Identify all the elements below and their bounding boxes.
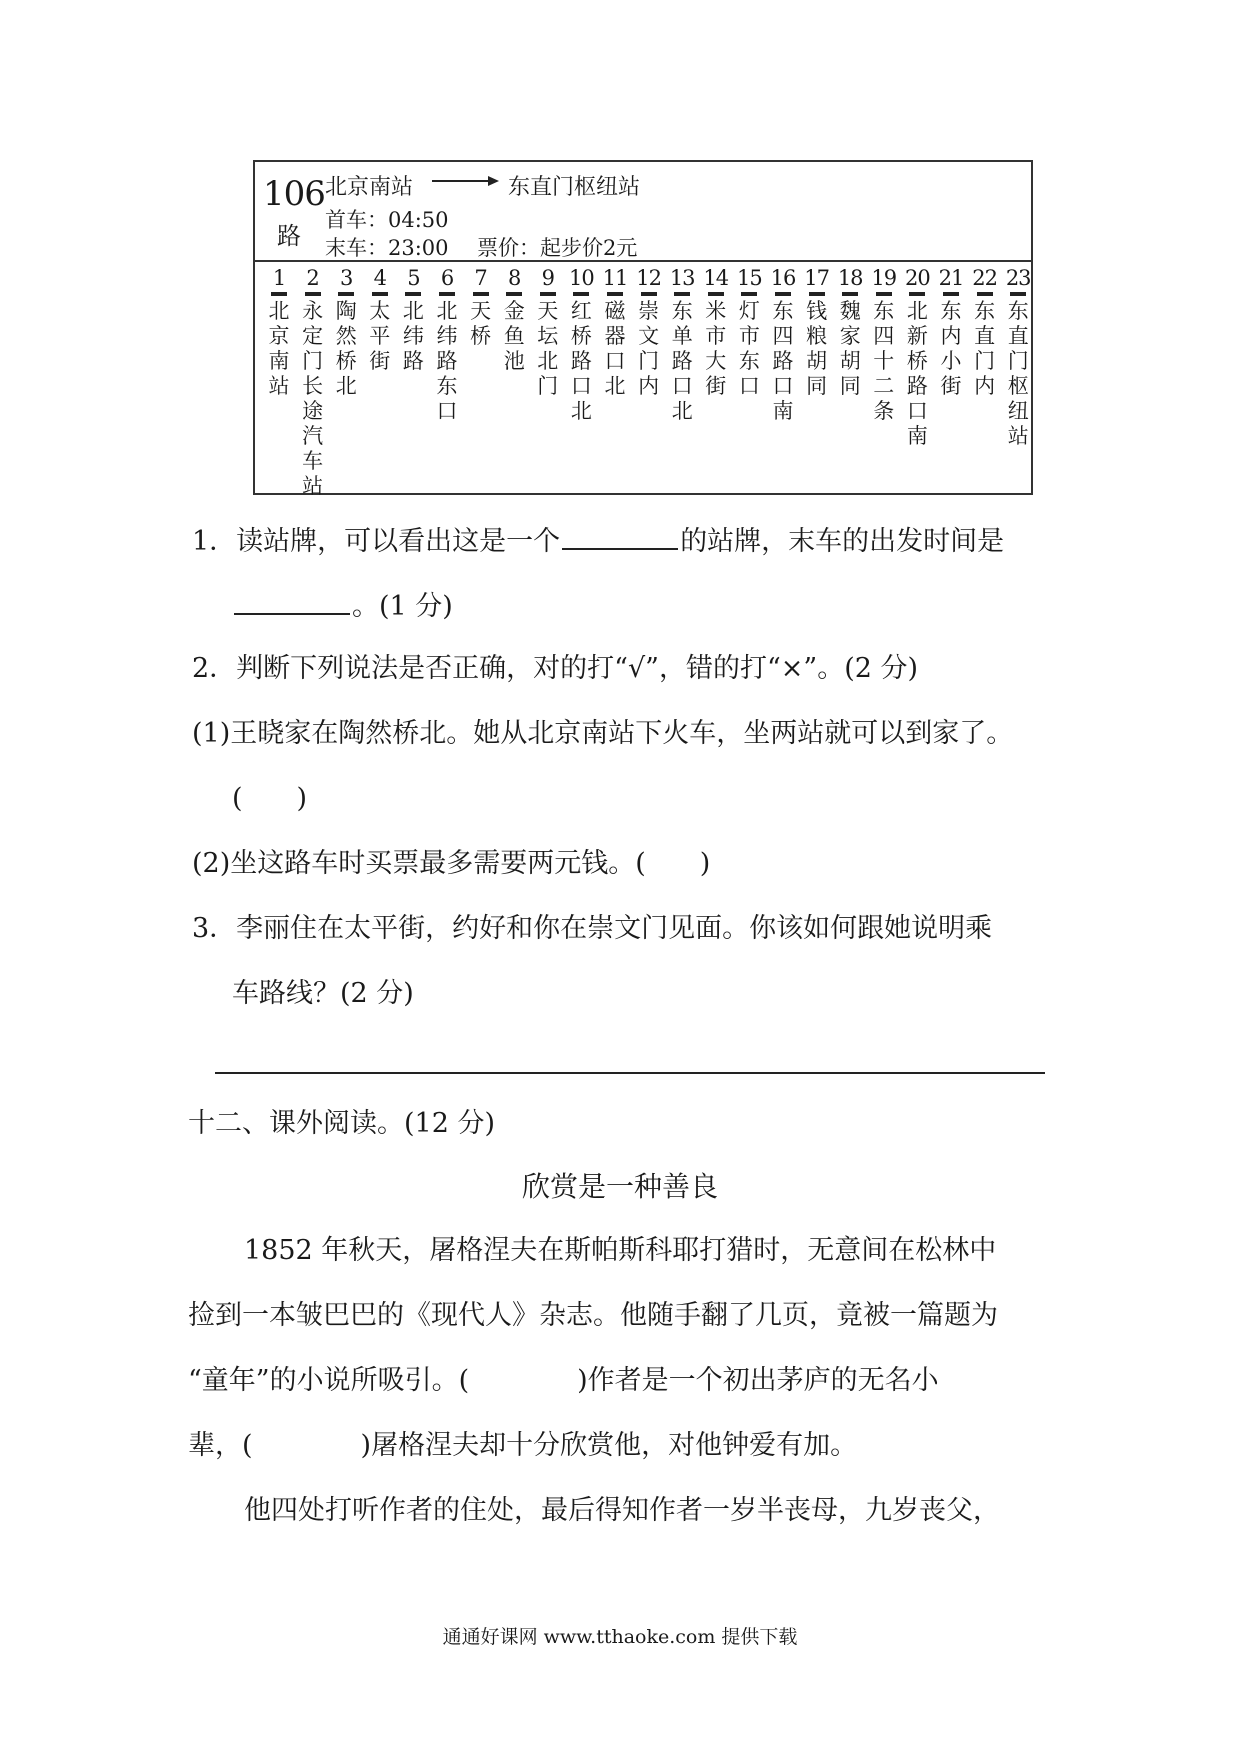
passage-title: 欣赏是一种善良: [521, 1170, 718, 1203]
question-1-text-c: 。(1 分): [352, 591, 453, 622]
stop-name: 金鱼池: [503, 299, 525, 373]
route-number: 106: [263, 174, 325, 214]
stop-number: 22: [972, 266, 997, 290]
passage-line: 辈，( )屠格涅夫却十分欣赏他，对他钟爱有加。: [188, 1430, 858, 1461]
stop-number: 21: [938, 266, 964, 290]
passage-line: 1852 年秋天，屠格涅夫在斯帕斯科耶打猎时，无意间在松林中: [244, 1235, 997, 1266]
stop-marker: [977, 292, 993, 296]
stop-name: 东单路口北: [671, 299, 693, 423]
passage-line: 捡到一本皱巴巴的《现代人》杂志。他随手翻了几页，竟被一篇题为: [188, 1300, 998, 1331]
stop-17: [801, 266, 833, 399]
route-destination: 东直门枢纽站: [508, 175, 641, 200]
stop-number: 14: [703, 266, 729, 290]
stop-23: [1002, 266, 1034, 449]
question-1-text-b: 的站牌，末车的出发时间是: [680, 526, 1005, 557]
stop-22: [969, 266, 1001, 399]
section-heading: 十二、课外阅读。(12 分): [188, 1108, 496, 1139]
stop-6: [431, 266, 463, 424]
stop-name: 东直门内: [974, 299, 996, 398]
stop-name: 陶然桥北: [335, 299, 357, 398]
question-2-item-2: (2)坐这路车时买票最多需要两元钱。( ): [192, 848, 711, 879]
stop-number: 15: [737, 266, 762, 290]
stop-number: 16: [770, 266, 796, 290]
stop-number: 10: [569, 266, 594, 290]
passage-line: 他四处打听作者的住处，最后得知作者一岁半丧母，九岁丧父，: [244, 1495, 1000, 1526]
last-bus-time: 末车：23:00: [325, 236, 449, 260]
stop-8: [498, 266, 530, 374]
stop-marker: [641, 292, 657, 296]
stop-number: 20: [905, 266, 930, 290]
sign-divider: [255, 260, 1031, 262]
stop-name: 崇文门内: [638, 299, 660, 398]
stop-name: 红桥路口北: [570, 299, 592, 423]
question-1: [192, 522, 1004, 559]
stop-marker: [540, 292, 556, 296]
stop-name: 魏家胡同: [839, 299, 861, 398]
stop-18: [834, 266, 866, 399]
stop-name: 东内小街: [940, 299, 962, 398]
stop-marker: [473, 292, 489, 296]
stop-marker: [271, 292, 287, 296]
stop-10: [565, 266, 597, 424]
stop-7: [465, 266, 497, 349]
stop-number: 19: [871, 266, 897, 290]
stop-marker: [943, 292, 959, 296]
stop-number: 8: [508, 266, 521, 290]
stop-marker: [338, 292, 354, 296]
stop-marker: [607, 292, 623, 296]
stop-number: 3: [340, 266, 353, 290]
stop-number: 1: [272, 266, 286, 290]
stop-name: 北纬路东口: [436, 299, 458, 423]
stop-14: [700, 266, 732, 399]
stop-marker: [1010, 292, 1026, 296]
stop-16: [767, 266, 799, 424]
stop-number: 12: [636, 266, 661, 290]
stop-number: 11: [602, 266, 628, 290]
stop-number: 7: [474, 266, 487, 290]
stop-name: 北新桥路口南: [906, 299, 928, 448]
stop-1: [263, 266, 295, 399]
stop-marker: [909, 292, 925, 296]
answer-line[interactable]: [215, 1072, 1045, 1074]
stop-15: [733, 266, 765, 399]
stop-name: 米市大街: [705, 299, 727, 398]
question-1-text-a: 1．读站牌，可以看出这是一个: [192, 526, 561, 557]
fare-info: 票价：起步价2元: [477, 236, 638, 260]
footer-source: 通通好课网 www.tthaoke.com 提供下载: [442, 1626, 798, 1648]
stop-19: [868, 266, 900, 424]
stop-11: [599, 266, 631, 399]
stop-name: 东直门枢纽站: [1007, 299, 1029, 448]
stop-name: 天坛北门: [537, 299, 559, 398]
right-arrow-icon: [430, 173, 500, 189]
stop-name: 天桥: [470, 299, 492, 348]
stop-4: [364, 266, 396, 374]
stop-number: 4: [373, 266, 386, 290]
stop-marker: [405, 292, 421, 296]
route-unit: 路: [277, 222, 301, 250]
stop-number: 17: [804, 266, 829, 290]
stop-13: [666, 266, 698, 424]
stop-12: [633, 266, 665, 399]
stop-marker: [372, 292, 388, 296]
question-2: 2．判断下列说法是否正确，对的打“√”，错的打“×”。(2 分): [192, 653, 919, 684]
stop-marker: [439, 292, 455, 296]
stop-name: 永定门长途汽车站: [302, 299, 324, 498]
question-1-cont: [232, 587, 453, 624]
question-3-cont: 车路线？(2 分): [232, 978, 414, 1009]
stop-name: 东四路口南: [772, 299, 794, 423]
passage-line: “童年”的小说所吸引。( )作者是一个初出茅庐的无名小: [188, 1365, 939, 1396]
answer-blank-2[interactable]: [234, 587, 350, 615]
stop-2: [297, 266, 329, 499]
stop-name: 东四十二条: [873, 299, 895, 423]
stop-number: 9: [541, 266, 554, 290]
stop-marker: [708, 292, 724, 296]
stop-marker: [775, 292, 791, 296]
stop-number: 23: [1005, 266, 1031, 290]
stop-number: 18: [837, 266, 863, 290]
stop-marker: [741, 292, 757, 296]
stop-name: 北京南站: [268, 299, 290, 398]
stop-number: 6: [440, 266, 454, 290]
bus-stop-sign: [253, 160, 1033, 498]
question-2-item-1: (1)王晓家在陶然桥北。她从北京南站下火车，坐两站就可以到家了。: [192, 718, 1014, 749]
stop-marker: [876, 292, 892, 296]
stop-20: [901, 266, 933, 449]
question-2-item-1-answer[interactable]: ( ): [232, 783, 308, 814]
stop-marker: [506, 292, 522, 296]
stop-number: 5: [407, 266, 420, 290]
stop-21: [935, 266, 967, 399]
stop-marker: [809, 292, 825, 296]
stop-name: 灯市东口: [738, 299, 760, 398]
stop-name: 磁器口北: [604, 299, 626, 398]
stop-name: 钱粮胡同: [806, 299, 828, 398]
first-bus-time: 首车：04:50: [325, 208, 449, 232]
answer-blank-1[interactable]: [562, 522, 678, 550]
stop-marker: [674, 292, 690, 296]
stop-marker: [842, 292, 858, 296]
stop-number: 13: [669, 266, 695, 290]
route-origin: 北京南站: [325, 175, 414, 200]
stop-3: [330, 266, 362, 399]
stop-marker: [305, 292, 321, 296]
stop-9: [532, 266, 564, 399]
stop-marker: [573, 292, 589, 296]
stop-name: 太平街: [369, 299, 391, 373]
stop-number: 2: [306, 266, 319, 290]
stop-name: 北纬路: [402, 299, 424, 373]
question-3: 3．李丽住在太平街，约好和你在崇文门见面。你该如何跟她说明乘: [192, 913, 993, 944]
stop-5: [397, 266, 429, 374]
